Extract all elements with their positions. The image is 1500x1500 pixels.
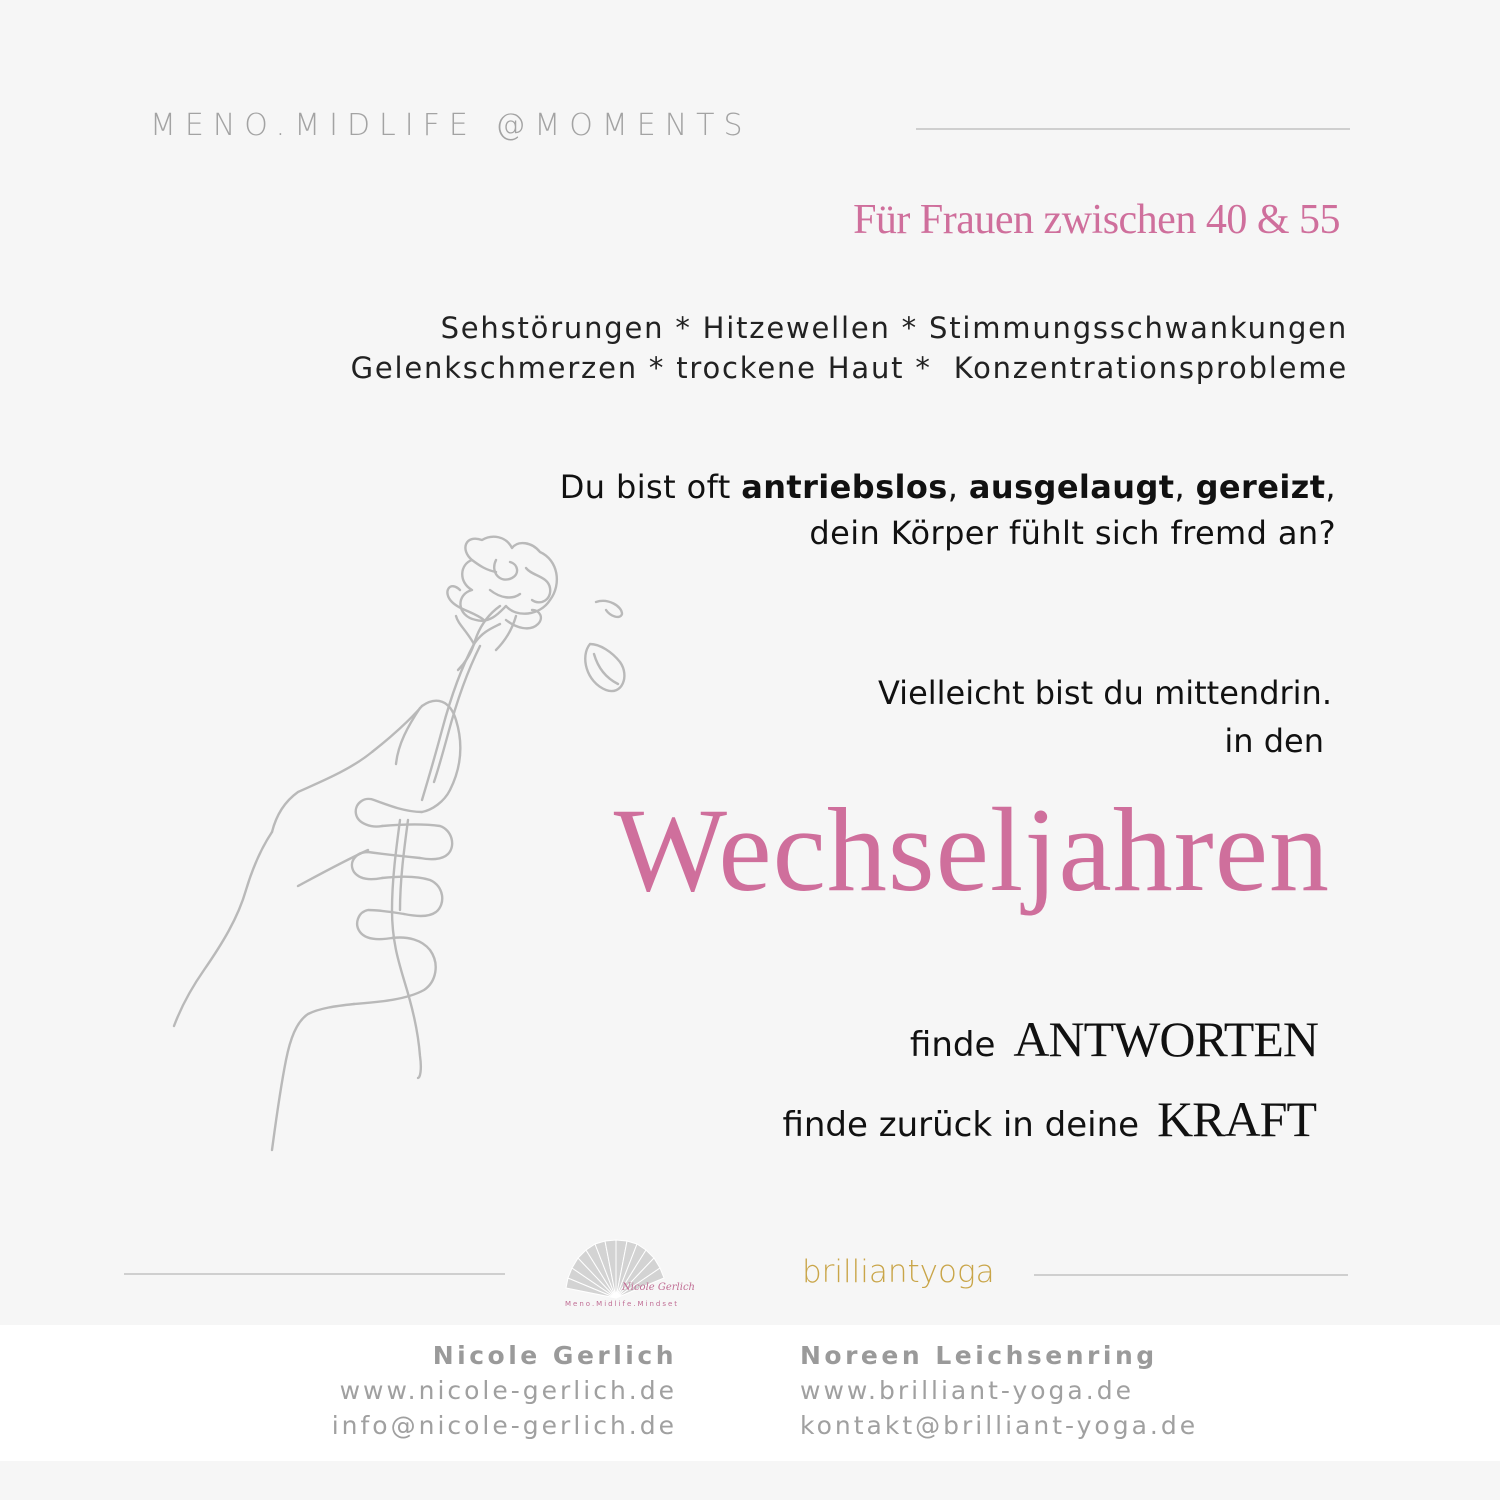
symptoms-line-2: Gelenkschmerzen * trockene Haut * Konzentrationsprobleme [350,351,1348,385]
logo-signature: Nicole Gerlich [622,1282,695,1293]
contact-right-email[interactable]: kontakt@brilliant-yoga.de [800,1411,1199,1440]
symptoms-list [351,308,1348,388]
question-word-2: ausgelaugt [968,468,1175,506]
contact-right-name: Noreen Leichsenring [800,1341,1158,1370]
cta-line-1-prefix: finde [909,1025,996,1065]
contact-left-email[interactable]: info@nicole-gerlich.de [331,1411,677,1440]
cta-line-1 [910,1010,1318,1068]
footer-divider-left [124,1273,505,1275]
question-word-3: gereizt [1195,468,1326,506]
hand-holding-flower-illustration [160,520,640,1160]
logo-tagline: Meno.Midlife.Mindset [565,1300,680,1308]
middle-line-1: Vielleicht bist du mittendrin. [877,674,1332,712]
header-divider [916,128,1350,130]
cta-line-2-prefix: finde zurück in deine [782,1105,1140,1145]
audience-subtitle: Für Frauen zwischen 40 & 55 [853,197,1340,243]
question-sep-2: , [1174,468,1196,506]
question-line-2: dein Körper fühlt sich fremd an? [809,514,1336,552]
headline: Wechseljahren [613,783,1330,916]
brand-header: MENO.MIDLIFE @MOMENTS [150,108,752,143]
middle-line-2: in den [1224,722,1324,760]
cta-line-2-emphasis: KRAFT [1157,1091,1316,1147]
cta-line-1-emphasis: ANTWORTEN [1013,1011,1318,1067]
question-suffix: , [1325,468,1336,506]
contact-nicole [332,1338,677,1443]
contact-noreen [800,1338,1198,1443]
contact-right-web[interactable]: www.brilliant-yoga.de [800,1376,1134,1405]
symptoms-line-1: Sehstörungen * Hitzewellen * Stimmungsschwankungen [440,311,1348,345]
footer-divider-right [1034,1274,1348,1276]
brilliantyoga-logo: brilliantyoga [802,1254,995,1290]
cta-line-2 [782,1090,1316,1148]
question-prefix: Du bist oft [559,468,742,506]
question-word-1: antriebslos [741,468,948,506]
question-text [560,464,1336,556]
footer-band [0,1325,1500,1461]
contact-left-name: Nicole Gerlich [432,1341,677,1370]
question-sep-1: , [947,468,969,506]
fan-logo [564,1238,695,1302]
contact-left-web[interactable]: www.nicole-gerlich.de [339,1376,677,1405]
